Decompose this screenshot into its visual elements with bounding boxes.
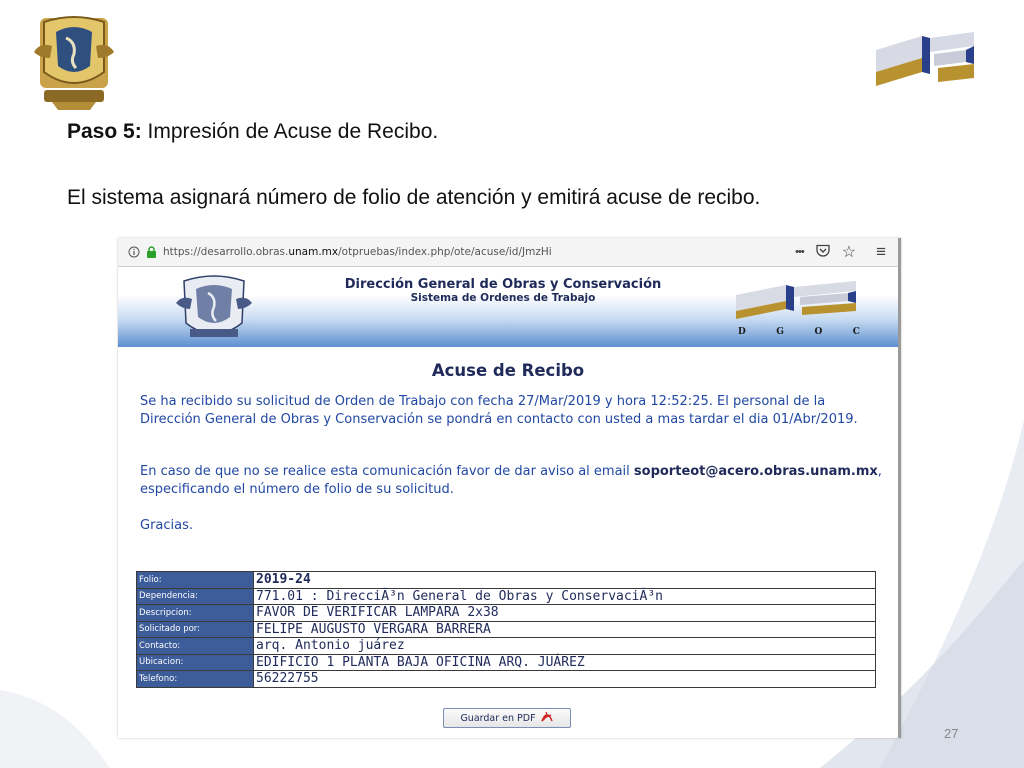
pocket-icon[interactable] xyxy=(816,244,830,260)
slide-title xyxy=(67,120,438,144)
slide-description: El sistema asignará número de folio de atención y emitirá acuse de recibo. xyxy=(67,186,761,209)
banner-letter-c: C xyxy=(852,327,860,337)
dgoc-banner-logo xyxy=(736,279,861,319)
star-icon[interactable]: ☆ xyxy=(841,244,857,261)
url-text[interactable] xyxy=(163,246,552,258)
table-row xyxy=(137,572,876,589)
row-label: Dependencia: xyxy=(137,588,254,605)
row-value: 2019-24 xyxy=(254,572,876,589)
url-path: /otpruebas/index.php/ote/acuse/id/JmzHi xyxy=(338,246,552,258)
banner-title: Dirección General de Obras y Conservación xyxy=(344,277,662,292)
banner-subtitle: Sistema de Ordenes de Trabajo xyxy=(410,292,596,304)
row-value: FELIPE AUGUSTO VERGARA BARRERA xyxy=(254,621,876,638)
banner-letter-o: O xyxy=(814,327,823,337)
browser-window xyxy=(118,238,901,738)
row-value: EDIFICIO 1 PLANTA BAJA OFICINA ARQ. JUÁREZ xyxy=(254,654,876,671)
slide-title-step: Paso 5: xyxy=(67,120,142,143)
page-number: 27 xyxy=(944,726,959,741)
row-value: arq. Antonio juárez xyxy=(254,638,876,655)
table-row xyxy=(137,654,876,671)
row-label: Descripcion: xyxy=(137,605,254,622)
table-row xyxy=(137,671,876,688)
support-email: soporteot@acero.obras.unam.mx xyxy=(633,464,878,479)
menu-icon[interactable]: ≡ xyxy=(876,242,886,261)
row-label: Contacto: xyxy=(137,638,254,655)
thanks-text: Gracias. xyxy=(140,518,194,533)
row-value: FAVOR DE VERIFICAR LAMPARA 2x38 xyxy=(254,605,876,622)
banner-letter-d: D xyxy=(738,327,746,337)
banner-letters xyxy=(738,327,860,337)
dgoc-logo xyxy=(868,28,980,98)
acuse-heading: Acuse de Recibo xyxy=(431,361,585,380)
url-domain: unam.mx xyxy=(288,246,339,258)
address-bar[interactable] xyxy=(118,238,898,267)
contact-text-start: En caso de que no se realice esta comunicación favor de dar aviso al email xyxy=(140,464,634,479)
table-row xyxy=(137,638,876,655)
browser-toolbar xyxy=(795,242,898,262)
row-value: 771.01 : DirecciÃ³n General de Obras y ConservaciÃ³n xyxy=(254,588,876,605)
pdf-icon xyxy=(540,711,554,726)
url-prefix: https://desarrollo.obras. xyxy=(163,246,289,258)
unam-seal-logo xyxy=(30,12,118,112)
info-icon[interactable] xyxy=(128,242,140,262)
row-label: Folio: xyxy=(137,572,254,589)
unam-seal-icon xyxy=(174,273,254,343)
slide-title-text: Impresión de Acuse de Recibo. xyxy=(141,120,439,143)
site-banner xyxy=(118,267,898,347)
save-pdf-label: Guardar en PDF xyxy=(460,712,536,724)
table-row xyxy=(137,621,876,638)
row-label: Telefono: xyxy=(137,671,254,688)
lock-icon xyxy=(146,242,157,262)
row-label: Solicitado por: xyxy=(137,621,254,638)
save-pdf-button[interactable] xyxy=(443,708,571,728)
contact-text-end: , especificando el número de folio de su solicitud. xyxy=(140,464,882,497)
details-table xyxy=(136,571,876,688)
row-value: 56222755 xyxy=(254,671,876,688)
more-icon[interactable]: ••• xyxy=(795,246,804,258)
confirmation-paragraph: Se ha recibido su solicitud de Orden de Trabajo con fecha 27/Mar/2019 y hora 12:52:25. El personal de la Dirección General de Obras y Conservación se pondrá en contacto con usted a mas tardar el dia 01/Abr/2019. xyxy=(140,394,858,427)
banner-letter-g: G xyxy=(776,327,784,337)
contact-paragraph xyxy=(140,463,885,498)
table-row xyxy=(137,605,876,622)
row-label: Ubicacion: xyxy=(137,654,254,671)
table-row xyxy=(137,588,876,605)
